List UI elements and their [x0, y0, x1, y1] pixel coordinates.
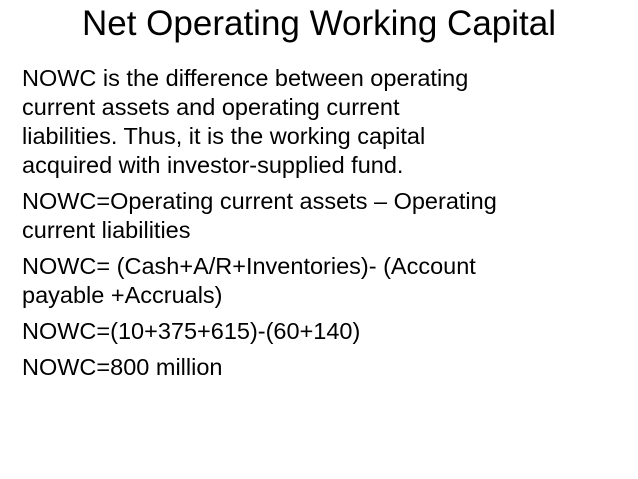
- paragraph-nowc-definition: [22, 64, 622, 180]
- paragraph-nowc-components: [22, 252, 622, 310]
- text-line: NOWC=800 million: [22, 354, 223, 380]
- text-line: payable +Accruals): [22, 282, 223, 308]
- text-line: NOWC=Operating current assets – Operating: [22, 188, 497, 214]
- text-line: NOWC= (Cash+A/R+Inventories)- (Account: [22, 253, 476, 279]
- text-line: NOWC=(10+375+615)-(60+140): [22, 318, 361, 344]
- paragraph-nowc-formula: [22, 187, 622, 245]
- paragraph-nowc-result: [22, 353, 622, 382]
- text-line: liabilities. Thus, it is the working capital: [22, 123, 426, 149]
- text-line: current assets and operating current: [22, 94, 400, 120]
- slide-body: [22, 64, 622, 389]
- text-line: NOWC is the difference between operating: [22, 65, 469, 91]
- paragraph-nowc-numbers: [22, 317, 622, 346]
- slide-title: Net Operating Working Capital: [81, 4, 557, 43]
- text-line: acquired with investor-supplied fund.: [22, 152, 404, 178]
- text-line: current liabilities: [22, 217, 191, 243]
